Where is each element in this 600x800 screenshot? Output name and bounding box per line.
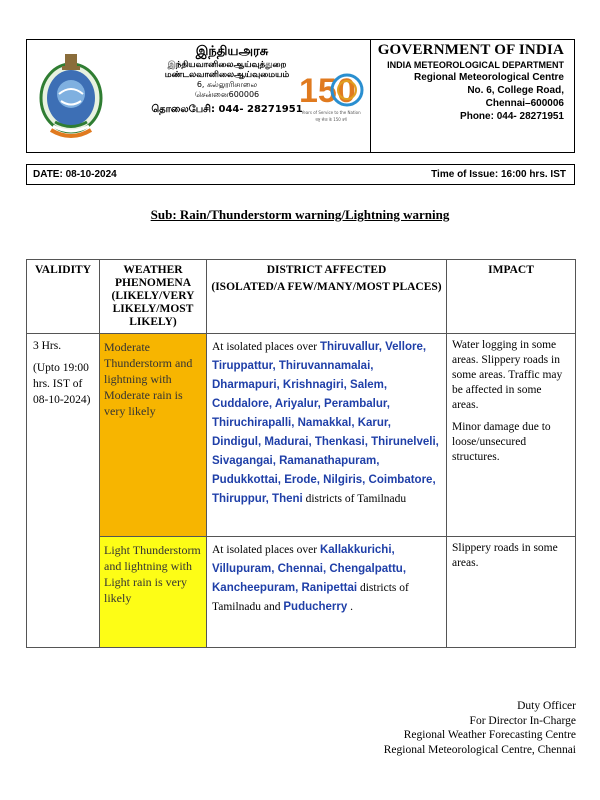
validity-cell bbox=[27, 334, 100, 648]
phone: Phone: 044- 28271951 bbox=[460, 111, 564, 122]
district-list: Thiruvallur, Vellore, Tiruppattur, Thiruvannamalai, Dharmapuri, Krishnagiri, Salem, Cuddalore, Ariyalur, Perambalur, Thiruchirapalli, Namakkal, Karur, Dindigul, Madurai, Thenkasi, Thirunelveli, Sivagangai, Ramanathapuram, Pudukkottai, Erode, Nilgiris, Coimbatore, Thiruppur, Theni bbox=[212, 341, 439, 505]
logo-number: 150 bbox=[299, 72, 356, 110]
header-district-affected: DISTRICT AFFECTED (ISOLATED/A FEW/MANY/MOST PLACES) bbox=[207, 260, 447, 334]
issue-time: Time of Issue: 16:00 hrs. IST bbox=[431, 169, 566, 180]
signature-block bbox=[384, 699, 576, 757]
phenomena-moderate: Moderate Thunderstorm and lightning with Moderate rain is very likely bbox=[100, 334, 207, 537]
address-line-1: No. 6, College Road, bbox=[467, 85, 564, 96]
table-header-row bbox=[27, 260, 576, 334]
impact-text: Slippery roads in some areas. bbox=[452, 542, 558, 569]
logo-caption: Years of Service to the Nation bbox=[301, 110, 361, 115]
districts-moderate: At isolated places over Thiruvallur, Vellore, Tiruppattur, Thiruvannamalai, Dharmapuri, Krishnagiri, Salem, Cuddalore, Ariyalur, Perambalur, Thiruchirapalli, Namakkal, Karur, Dindigul, Madurai, Thenkasi, Thirunelveli, Sivagangai, Ramanathapuram, Pudukkottai, Erode, Nilgiris, Coimbatore, Thiruppur, Theni districts of Tamilnadu bbox=[207, 334, 447, 537]
letterhead bbox=[26, 39, 575, 153]
imd-emblem-icon bbox=[35, 46, 107, 142]
validity-duration: 3 Hrs. bbox=[33, 340, 62, 352]
districts-light: At isolated places over Kallakkurichi, Villupuram, Chennai, Chengalpattu, Kancheepuram, Ranipettai districts of Tamilnadu and Puducherry . bbox=[207, 537, 447, 648]
tamil-address-1: 6, கல்லூரிசாலை bbox=[196, 80, 258, 89]
impact-text: Water logging in some areas. Slippery roads in some areas. Traffic may be affected in some areas. bbox=[452, 339, 563, 411]
table-row bbox=[27, 537, 576, 648]
district-list: Kallakkurichi, Villupuram, Chennai, Chengalpattu, Kancheepuram, Ranipettai bbox=[212, 544, 407, 594]
tamil-dept: இந்தியவானிலைஆய்வுத்துறை bbox=[167, 60, 287, 70]
tamil-centre: மண்டலவானிலைஆய்வுமையம் bbox=[164, 70, 290, 80]
tamil-phone: தொலைபேசி: 044- 28271951 bbox=[151, 104, 303, 115]
english-header bbox=[371, 42, 576, 123]
impact-text: Minor damage due to loose/unsecured structures. bbox=[452, 421, 551, 463]
district-puducherry: Puducherry bbox=[283, 601, 348, 613]
date-row bbox=[26, 164, 575, 185]
footer-line-4: Regional Meteorological Centre, Chennai bbox=[383, 743, 576, 756]
footer-line-3: Regional Weather Forecasting Centre bbox=[403, 729, 576, 741]
validity-detail: (Upto 19:00 hrs. IST of 08-10-2024) bbox=[33, 362, 91, 406]
tamil-address-2: சென்னை600006 bbox=[194, 90, 260, 99]
impact-moderate bbox=[447, 334, 576, 537]
header-impact: IMPACT bbox=[447, 260, 576, 334]
warning-table bbox=[26, 259, 576, 648]
header-weather-phenomena: WEATHER PHENOMENA (LIKELY/VERY LIKELY/MOST LIKELY) bbox=[100, 260, 207, 334]
phenomena-light: Light Thunderstorm and lightning with Light rain is very likely bbox=[100, 537, 207, 648]
centre-name: Regional Meteorological Centre bbox=[413, 72, 564, 83]
dept-name: INDIA METEOROLOGICAL DEPARTMENT bbox=[387, 60, 564, 70]
table-row bbox=[27, 334, 576, 537]
gov-title: GOVERNMENT OF INDIA bbox=[377, 42, 564, 58]
impact-light bbox=[447, 537, 576, 648]
tamil-title: இந்தியஅரசு bbox=[195, 44, 269, 59]
footer-line-2: For Director In-Charge bbox=[469, 714, 576, 727]
issue-date: DATE: 08-10-2024 bbox=[33, 169, 117, 180]
logo-caption-hindi: राष्ट्र सेवा के 150 वर्ष bbox=[315, 117, 347, 122]
subject-line: Sub: Rain/Thunderstorm warning/Lightning warning bbox=[150, 207, 450, 222]
imd-150-years-logo bbox=[297, 62, 365, 128]
header-validity: VALIDITY bbox=[27, 260, 100, 334]
tamil-header bbox=[137, 44, 317, 116]
address-line-2: Chennai–600006 bbox=[485, 98, 564, 109]
footer-line-1: Duty Officer bbox=[517, 700, 576, 712]
